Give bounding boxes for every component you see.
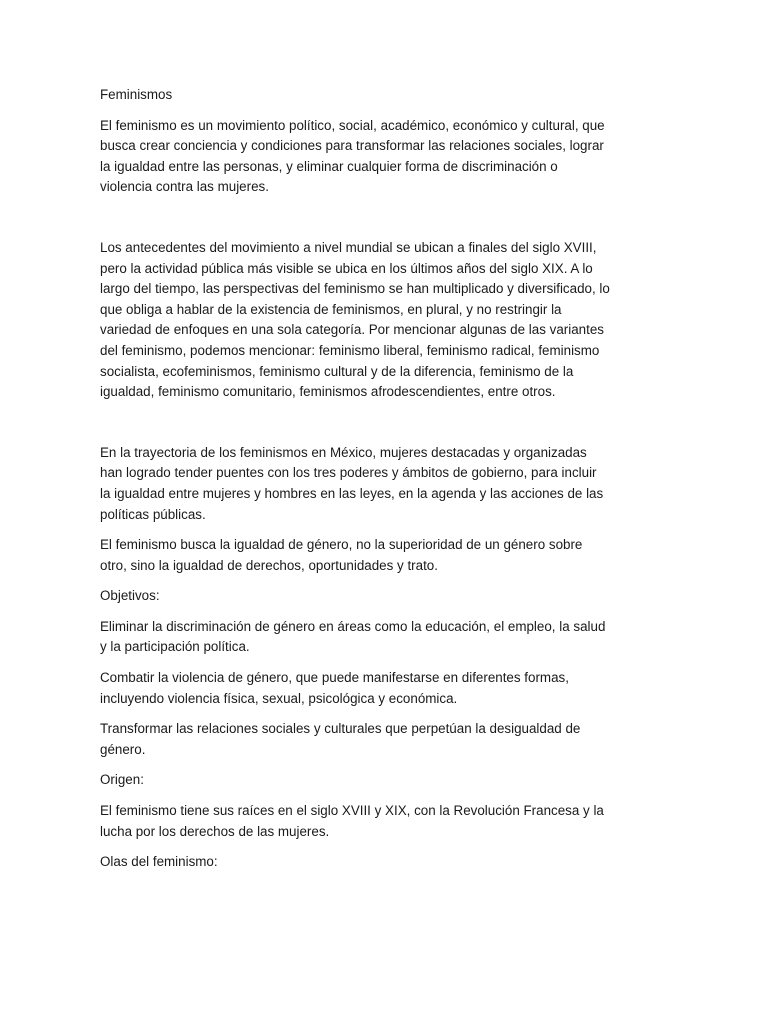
objective-transform: Transformar las relaciones sociales y culturales que perpetúan la desigualdad de género. <box>100 721 581 757</box>
paragraph-antecedents: Los antecedentes del movimiento a nivel mundial se ubican a finales del siglo XVIII, pero la actividad pública más visible se ubica en los últimos años del siglo XIX. A lo largo del tiempo, las perspectivas del feminismo se han multiplicado y diversificado, lo que obliga a hablar de la existencia de feminismos, en plural, y no restringir la variedad de enfoques en una sola categoría. Por mencionar algunas de las variantes del feminismo, podemos mencionar: feminismo liberal, feminismo radical, feminismo socialista, ecofeminismos, feminismo cultural y de la diferencia, feminismo de la igualdad, feminismo comunitario, feminismos afrodescendientes, entre otros. <box>100 239 610 400</box>
heading-waves: Olas del feminismo: <box>100 854 218 870</box>
paragraph-mexico: En la trayectoria de los feminismos en México, mujeres destacadas y organizadas han logrado tender puentes con los tres poderes y ámbitos de gobierno, para incluir la igualdad entre mujeres y hombres en las leyes, en la agenda y las acciones de las políticas públicas. <box>100 444 604 522</box>
paragraph-definition: El feminismo es un movimiento político, social, académico, económico y cultural, que busca crear conciencia y condiciones para transformar las relaciones sociales, lograr la igualdad entre las personas, y eliminar cualquier forma de discriminación o violencia contra las mujeres. <box>100 117 605 195</box>
document-body <box>100 85 610 883</box>
objective-violence: Combatir la violencia de género, que puede manifestarse en diferentes formas, incluyendo violencia física, sexual, psicológica y económica. <box>100 670 569 706</box>
heading-objectives: Objetivos: <box>100 588 160 604</box>
objective-discrimination: Eliminar la discriminación de género en áreas como la educación, el empleo, la salud y la participación política. <box>100 618 606 655</box>
heading-origin: Origen: <box>100 772 144 788</box>
paragraph-origin: El feminismo tiene sus raíces en el siglo XVIII y XIX, con la Revolución Francesa y la lucha por los derechos de las mujeres. <box>100 803 604 839</box>
document-title: Feminismos <box>100 87 173 102</box>
paragraph-equality: El feminismo busca la igualdad de género, no la superioridad de un género sobre otro, sino la igualdad de derechos, oportunidades y trato. <box>100 537 583 573</box>
